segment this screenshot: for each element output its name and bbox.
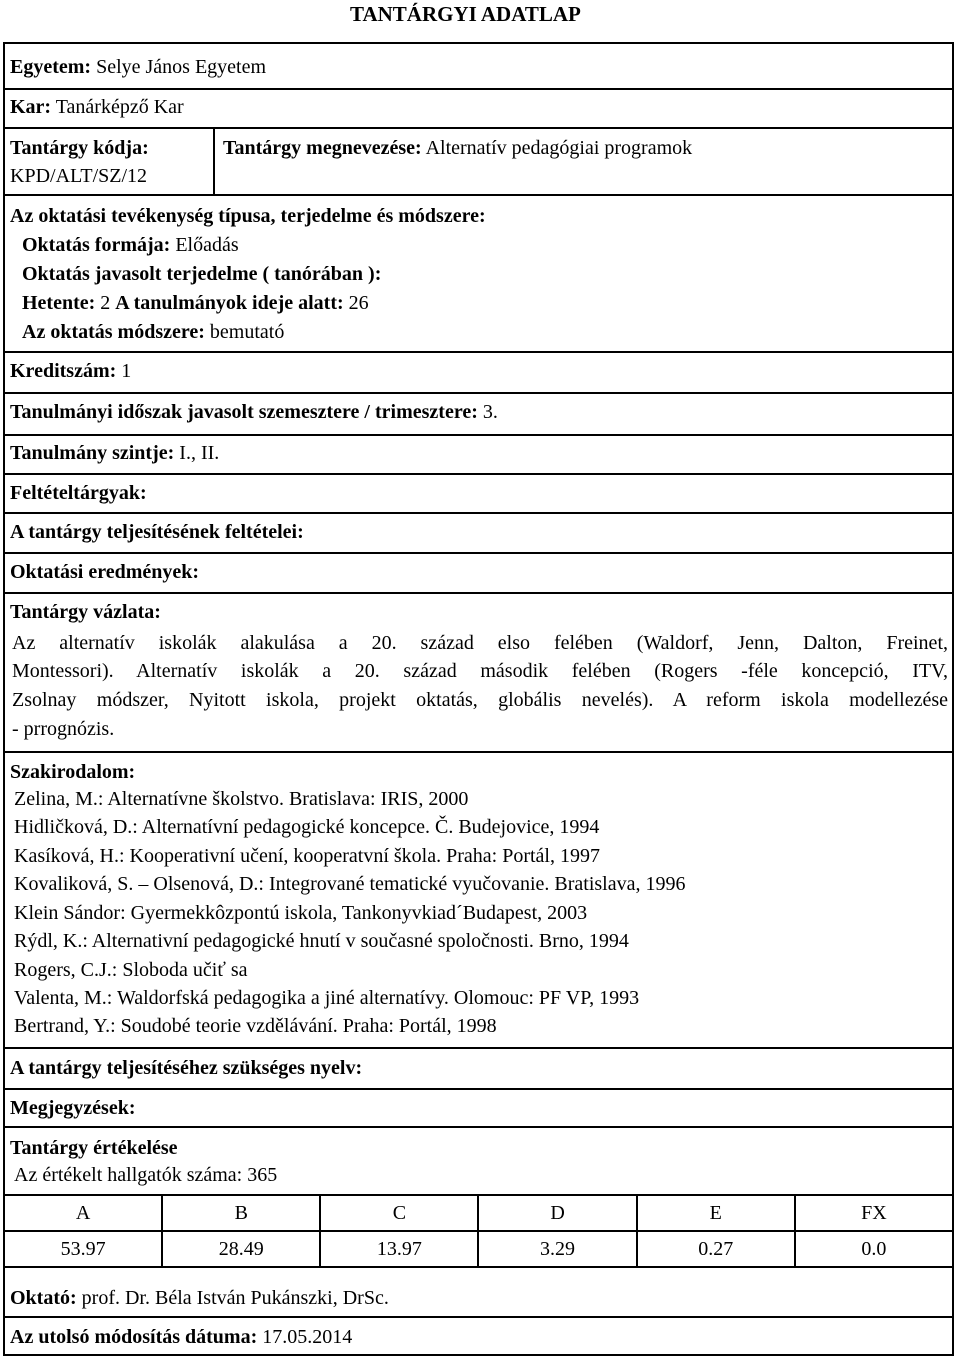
separator xyxy=(3,392,954,394)
literature-item: Bertrand, Y.: Soudobé teorie vzdělávání. Praha: Portál, 1998 xyxy=(14,1015,497,1037)
grades-table xyxy=(3,1194,954,1268)
separator xyxy=(3,473,954,475)
separator xyxy=(3,751,954,753)
level-row: Tanulmány szintje: I., II. xyxy=(10,442,220,464)
grade-percent: 0.0 xyxy=(795,1231,953,1267)
lecturer-row: Oktató: prof. Dr. Béla István Pukánszki, DrSc. xyxy=(10,1287,389,1309)
separator xyxy=(3,512,954,514)
separator xyxy=(3,88,954,90)
grade-header-row xyxy=(4,1195,953,1231)
literature-item: Hidličková, D.: Alternatívní pedagogické koncepce. Č. Budejovice, 1994 xyxy=(14,816,600,838)
separator xyxy=(3,552,954,554)
teaching-form-row: Oktatás formája: Előadás xyxy=(22,234,239,256)
university-row: Egyetem: Selye János Egyetem xyxy=(10,56,267,78)
language-label: A tantárgy teljesítéséhez szükséges nyelv: xyxy=(10,1057,363,1079)
grade-label: D xyxy=(478,1195,636,1231)
teaching-heading: Az oktatási tevékenység típusa, terjedelme és módszere: xyxy=(10,205,486,227)
course-code-value: KPD/ALT/SZ/12 xyxy=(10,165,148,187)
outline-line: Zsolnay módszer, Nyitott iskola, projekt oktatás, globális nevelés). A reform iskola modellezése xyxy=(12,689,948,711)
course-code-label: Tantárgy kódja: xyxy=(10,137,149,159)
separator xyxy=(3,194,954,196)
grade-label: A xyxy=(4,1195,162,1231)
teaching-method-row: Az oktatás módszere: bemutató xyxy=(22,321,285,343)
teaching-scope-label: Oktatás javasolt terjedelme ( tanórában ): xyxy=(22,263,382,285)
grade-percent: 0.27 xyxy=(637,1231,795,1267)
grade-label: E xyxy=(637,1195,795,1231)
grade-percent-row xyxy=(4,1231,953,1267)
conditions-label: A tantárgy teljesítésének feltételei: xyxy=(10,521,304,543)
outline-label: Tantárgy vázlata: xyxy=(10,601,161,623)
separator xyxy=(3,1126,954,1128)
course-name-row: Tantárgy megnevezése: Alternatív pedagógiai programok xyxy=(223,137,693,159)
outline-line: - prrognózis. xyxy=(12,718,115,740)
separator xyxy=(3,127,954,129)
teaching-hours-row: Hetente: 2 A tanulmányok ideje alatt: 26 xyxy=(22,292,369,314)
prerequisites-label: Feltételtárgyak: xyxy=(10,482,147,504)
literature-item: Rýdl, K.: Alternativní pedagogické hnutí v současné spoločnosti. Brno, 1994 xyxy=(14,930,629,952)
grade-label: C xyxy=(320,1195,478,1231)
outcomes-label: Oktatási eredmények: xyxy=(10,561,200,583)
literature-item: Valenta, M.: Waldorfská pedagogika a jiné alternatívy. Olomouc: PF VP, 1993 xyxy=(14,987,640,1009)
literature-item: Kovaliková, S. – Olsenová, D.: Integrované tematické vyučovanie. Bratislava, 1996 xyxy=(14,873,686,895)
credits-row: Kreditszám: 1 xyxy=(10,360,132,382)
outline-line: Az alternatív iskolák alakulása a 20. század elso felében (Waldorf, Jenn, Dalton, Freinet, xyxy=(12,632,948,654)
literature-item: Kasíková, H.: Kooperativní učení, kooperatvní škola. Praha: Portál, 1997 xyxy=(14,845,600,867)
notes-label: Megjegyzések: xyxy=(10,1097,136,1119)
grade-label: FX xyxy=(795,1195,953,1231)
separator xyxy=(3,1316,954,1318)
literature-item: Zelina, M.: Alternatívne školstvo. Bratislava: IRIS, 2000 xyxy=(14,788,469,810)
grade-percent: 53.97 xyxy=(4,1231,162,1267)
grade-label: B xyxy=(162,1195,320,1231)
evaluation-label: Tantárgy értékelése xyxy=(10,1137,178,1159)
grade-percent: 13.97 xyxy=(320,1231,478,1267)
separator xyxy=(3,1088,954,1090)
literature-item: Rogers, C.J.: Sloboda učiť sa xyxy=(14,959,248,981)
semester-row: Tanulmányi időszak javasolt szemesztere / trimesztere: 3. xyxy=(10,401,498,423)
modified-row: Az utolsó módosítás dátuma: 17.05.2014 xyxy=(10,1326,353,1348)
outline-line: Montessori). Alternatív iskolák a 20. század második felében (Rogers -féle koncepció, ITV, xyxy=(12,660,948,682)
separator xyxy=(3,1047,954,1049)
separator xyxy=(3,351,954,353)
column-divider xyxy=(213,127,215,195)
literature-label: Szakirodalom: xyxy=(10,761,136,783)
separator xyxy=(3,592,954,594)
faculty-row: Kar: Tanárképző Kar xyxy=(10,96,184,118)
grade-percent: 3.29 xyxy=(478,1231,636,1267)
literature-item: Klein Sándor: Gyermekkôzpontú iskola, Tankonyvkiad´Budapest, 2003 xyxy=(14,902,588,924)
separator xyxy=(3,434,954,436)
evaluated-count: Az értékelt hallgatók száma: 365 xyxy=(14,1164,278,1186)
grade-percent: 28.49 xyxy=(162,1231,320,1267)
